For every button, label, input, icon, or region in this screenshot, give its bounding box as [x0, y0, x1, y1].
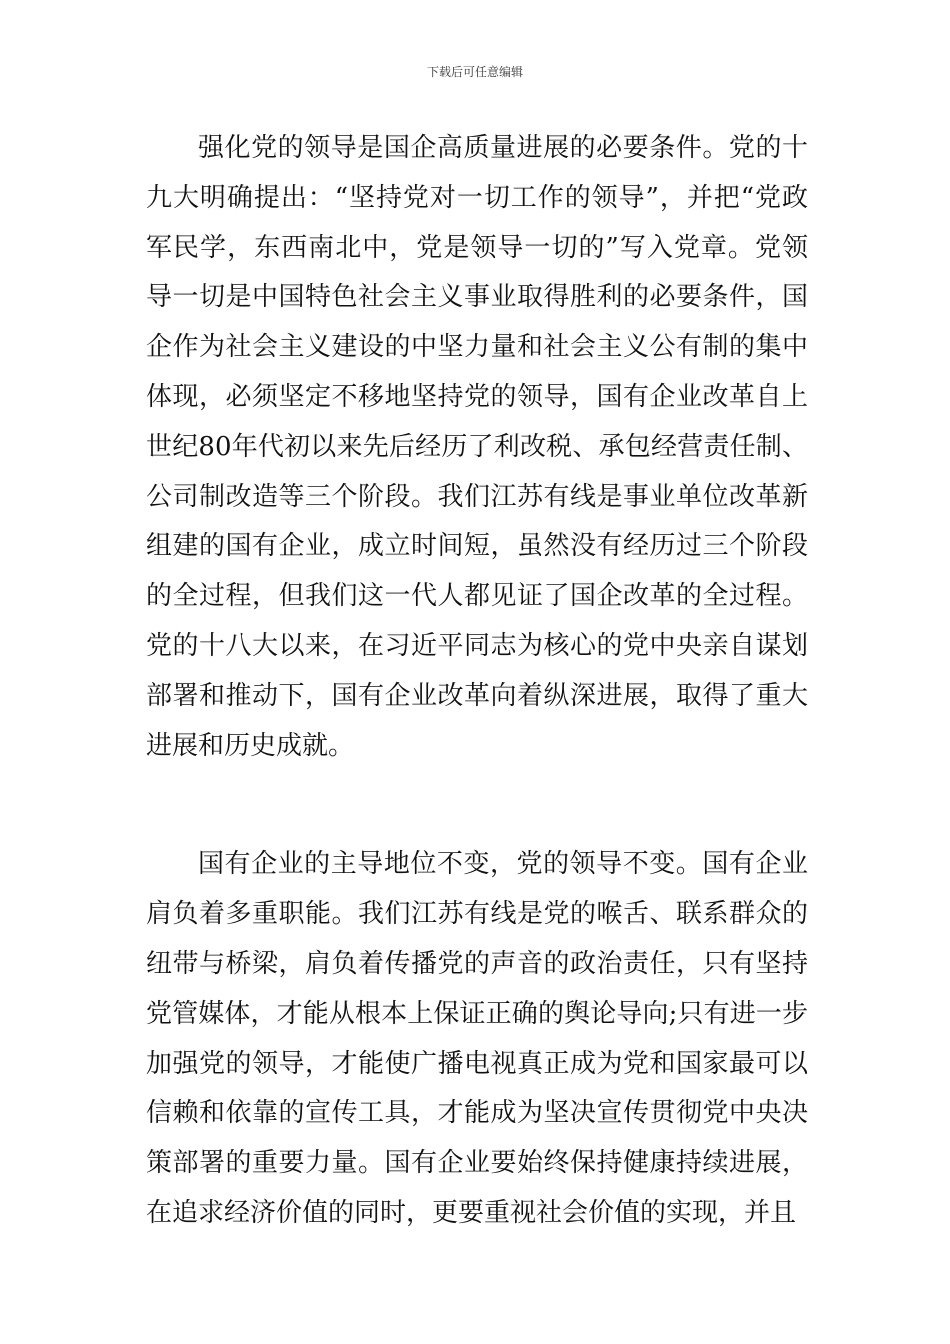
- paragraph-soe-leading-role: 国有企业的主导地位不变，党的领导不变。国有企业肩负着多重职能。我们江苏有线是党的喉舌、联系群众的纽带与桥梁，肩负着传播党的声音的政治责任，只有坚持党管媒体，才能从根本上保证正确的舆论导向;只有进一步加强党的领导，才能使广播电视真正成为党和国家最可以信赖和依靠的宣传工具，才能成为坚决宣传贯彻党中央决策部署的重要力量。国有企业要始终保持健康持续进展，在追求经济价值的同时，更要重视社会价值的实现，并且: [146, 849, 808, 1228]
- paragraph-party-leadership: 强化党的领导是国企高质量进展的必要条件。党的十九大明确提出：“坚持党对一切工作的领导”，并把“党政军民学，东西南北中，党是领导一切的”写入党章。党领导一切是中国特色社会主义事业取得胜利的必要条件，国企作为社会主义建设的中坚力量和社会主义公有制的集中体现，必须坚定不移地坚持党的领导，国有企业改革自上世纪80年代初以来先后经历了利改税、承包经营责任制、公司制改造等三个阶段。我们江苏有线是事业单位改革新组建的国有企业，成立时间短，虽然没有经历过三个阶段的全过程，但我们这一代人都见证了国企改革的全过程。党的十八大以来，在习近平同志为核心的党中央亲自谋划部署和推动下，国有企业改革向着纵深进展，取得了重大进展和历史成就。: [146, 133, 808, 761]
- page-header: 下载后可任意编辑: [426, 65, 523, 79]
- document-body: [146, 124, 808, 1239]
